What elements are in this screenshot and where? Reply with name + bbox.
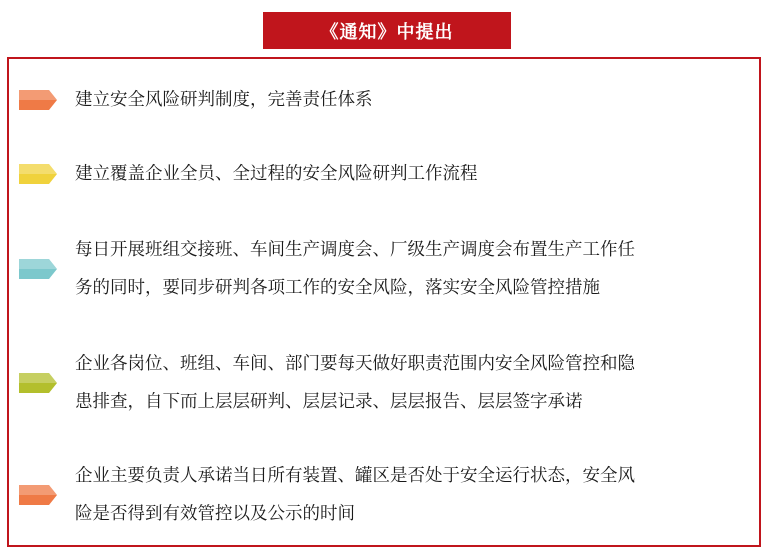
arrow-marker-icon <box>19 162 59 186</box>
item-text-5: 企业主要负责人承诺当日所有装置、罐区是否处于安全运行状态，安全风 险是否得到有效管控以及公示的时间 <box>75 466 635 524</box>
arrow-marker-icon <box>19 483 59 507</box>
item-text-4: 企业各岗位、班组、车间、部门要每天做好职责范围内安全风险管控和隐 患排查，自下而上层层研判、层层记录、层层报告、层层签字承诺 <box>75 354 635 412</box>
title-banner <box>263 12 511 49</box>
arrow-marker-icon <box>19 257 59 281</box>
notice-title: 《通知》中提出 <box>320 21 454 43</box>
list-item-3 <box>19 231 747 307</box>
list-item-2 <box>19 155 747 193</box>
item-text-2: 建立覆盖企业全员、全过程的安全风险研判工作流程 <box>75 164 478 184</box>
arrow-marker-icon <box>19 88 59 112</box>
item-text-1: 建立安全风险研判制度，完善责任体系 <box>75 90 373 110</box>
item-text-3: 每日开展班组交接班、车间生产调度会、厂级生产调度会布置生产工作任 务的同时，要同步研判各项工作的安全风险，落实安全风险管控措施 <box>75 240 635 298</box>
list-item-1 <box>19 81 747 119</box>
content-box <box>7 57 761 547</box>
list-item-5 <box>19 457 747 533</box>
arrow-marker-icon <box>19 371 59 395</box>
list-item-4 <box>19 345 747 421</box>
